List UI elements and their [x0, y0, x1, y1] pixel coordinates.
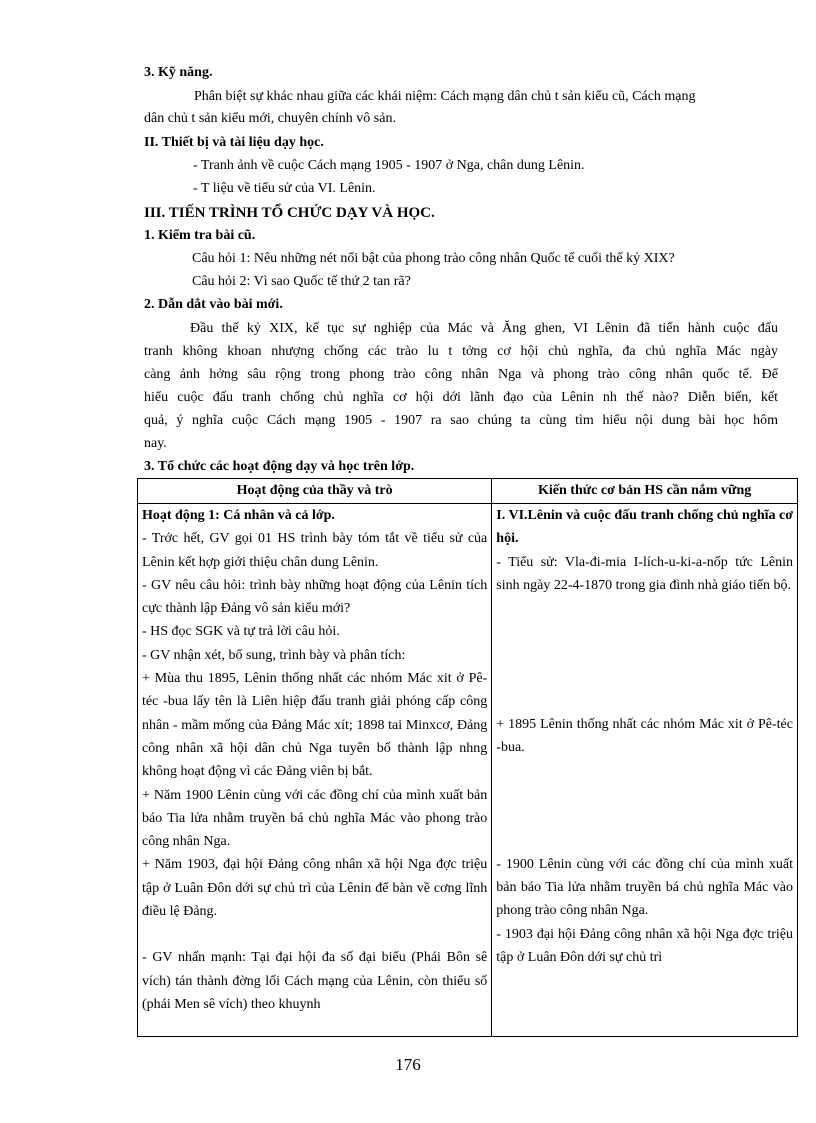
activity-step: + Năm 1903, đại hội Đảng công nhân xã hội Nga đợc triệu tập ở Luân Đôn dới sự chủ trì của Lênin để bàn về cơng lĩnh điều lệ Đảng. [142, 857, 488, 920]
skills-text-line-2: dân chủ t sản kiểu mới, chuyên chính vô sản. [144, 111, 396, 126]
activity-step: - GV nhấn mạnh: Tại đại hội đa số đại biểu (Phái Bôn sê vích) tán thành đờng lối Cách mạng của Lênin, còn thiểu số (phái Men sê vích) theo khuynh [142, 950, 488, 1012]
activity-1-title: Hoạt động 1: Cá nhân và cả lớp. [142, 508, 335, 523]
equipment-item-1: - Tranh ảnh về cuộc Cách mạng 1905 - 1907 ở Nga, chân dung Lênin. [193, 158, 585, 173]
spacer [142, 923, 487, 946]
column-header-teacher-student: Hoạt động của thầy và trò [138, 479, 492, 504]
intro-heading: 2. Dẫn dắt vào bài mới. [144, 297, 283, 312]
activities-heading: 3. Tổ chức các hoạt động dạy và học trên lớp. [144, 459, 415, 474]
equipment-heading: II. Thiết bị và tài liệu dạy học. [144, 135, 324, 150]
question-1: Câu hỏi 1: Nêu những nét nổi bật của phong trào công nhân Quốc tế cuối thế kỷ XIX? [192, 251, 675, 266]
activity-step: + Năm 1900 Lênin cùng với các đồng chí của mình xuất bản báo Tia lửa nhằm truyền bá chủ nghĩa Mác vào phong trào công nhân Nga. [142, 787, 488, 850]
skills-text-line-1: Phân biệt sự khác nhau giữa các khái niệm: Cách mạng dân chủ t sản kiểu cũ, Cách mạng [194, 89, 696, 104]
table-header-row [138, 479, 798, 504]
column-header-core-knowledge: Kiến thức cơ bản HS cần nắm vững [492, 479, 798, 504]
intro-line-5: quả, ý nghĩa cuộc Cách mạng 1905 - 1907 ra sao chúng ta cùng tìm hiểu nội dung bài học hôm [144, 413, 778, 428]
lesson-table [137, 478, 798, 1037]
table-row [138, 504, 798, 1037]
intro-line-1: Đầu thế kỷ XIX, kế tục sự nghiệp của Mác và Ăng ghen, VI Lênin đã tiến hành cuộc đấu [190, 321, 778, 336]
equipment-item-2: - T liệu về tiểu sử của VI. Lênin. [193, 181, 376, 196]
activity-step: + Mùa thu 1895, Lênin thống nhất các nhóm Mác xit ở Pê-téc -bua lấy tên là Liên hiệp đấu tranh giải phóng cấp công nhân - mầm mống của Đảng Mác xít; 1898 tai Minxcơ, Đảng công nhân xã hội dân chủ Nga tuyên bố thành lập nhng không hoạt động vì các Đảng viên bị bắt. [142, 671, 488, 780]
spacer [496, 760, 793, 853]
activity-step: - GV nhận xét, bổ sung, trình bày và phân tích: [142, 647, 406, 663]
knowledge-point: - Tiểu sử: Vla-đi-mia I-lích-u-ki-a-nốp tức Lênin sinh ngày 22-4-1870 trong gia đình nhà giáo tiến bộ. [496, 554, 793, 593]
question-2: Câu hỏi 2: Vì sao Quốc tế thứ 2 tan rã? [192, 274, 411, 289]
knowledge-cell [492, 504, 798, 1037]
knowledge-point: + 1895 Lênin thống nhất các nhóm Mác xit ở Pê-téc -bua. [496, 717, 793, 756]
activity-step: - HS đọc SGK và tự trả lời câu hỏi. [142, 624, 340, 640]
page-number: 176 [395, 1055, 421, 1074]
spacer [496, 597, 793, 713]
process-heading: III. TIẾN TRÌNH TỔ CHỨC DẠY VÀ HỌC. [144, 205, 435, 221]
intro-line-4: hiểu cuộc đấu tranh chống chủ nghĩa cơ hội dới lãnh đạo của Lênin nh thế nào? Diễn biến, kết [144, 390, 778, 405]
skills-heading: 3. Kỹ năng. [144, 65, 213, 80]
intro-line-6: nay. [144, 436, 167, 451]
check-old-lesson-heading: 1. Kiểm tra bài cũ. [144, 228, 256, 243]
knowledge-point: - 1900 Lênin cùng với các đồng chí của mình xuất bản báo Tia lửa nhằm truyền bá chủ nghĩa Mác vào phong trào công nhân Nga. [496, 856, 793, 919]
activity-step: - GV nêu câu hỏi: trình bày những hoạt động của Lênin tích cực thành lập Đảng vô sản kiểu mới? [142, 577, 488, 617]
section-1-title: I. VI.Lênin và cuộc đấu tranh chống chủ nghĩa cơ hội. [496, 508, 793, 547]
intro-line-2: tranh không khoan nhượng chống các trào lu t tởng cơ hội chủ nghĩa, đa chủ nghĩa Mác ngày [144, 344, 778, 359]
intro-line-3: càng ảnh hởng sâu rộng trong phong trào công nhân Nga và phong trào công nhân quốc tế. Để [144, 367, 778, 382]
activity-step: - Trớc hết, GV gọi 01 HS trình bày tóm tắt về tiểu sử của Lênin kết hợp giới thiệu chân dung Lênin. [142, 531, 488, 570]
knowledge-point: - 1903 đại hội Đảng công nhân xã hội Nga đợc triệu tập ở Luân Đôn dới sự chủ trì [496, 926, 793, 965]
activities-cell [138, 504, 492, 1037]
